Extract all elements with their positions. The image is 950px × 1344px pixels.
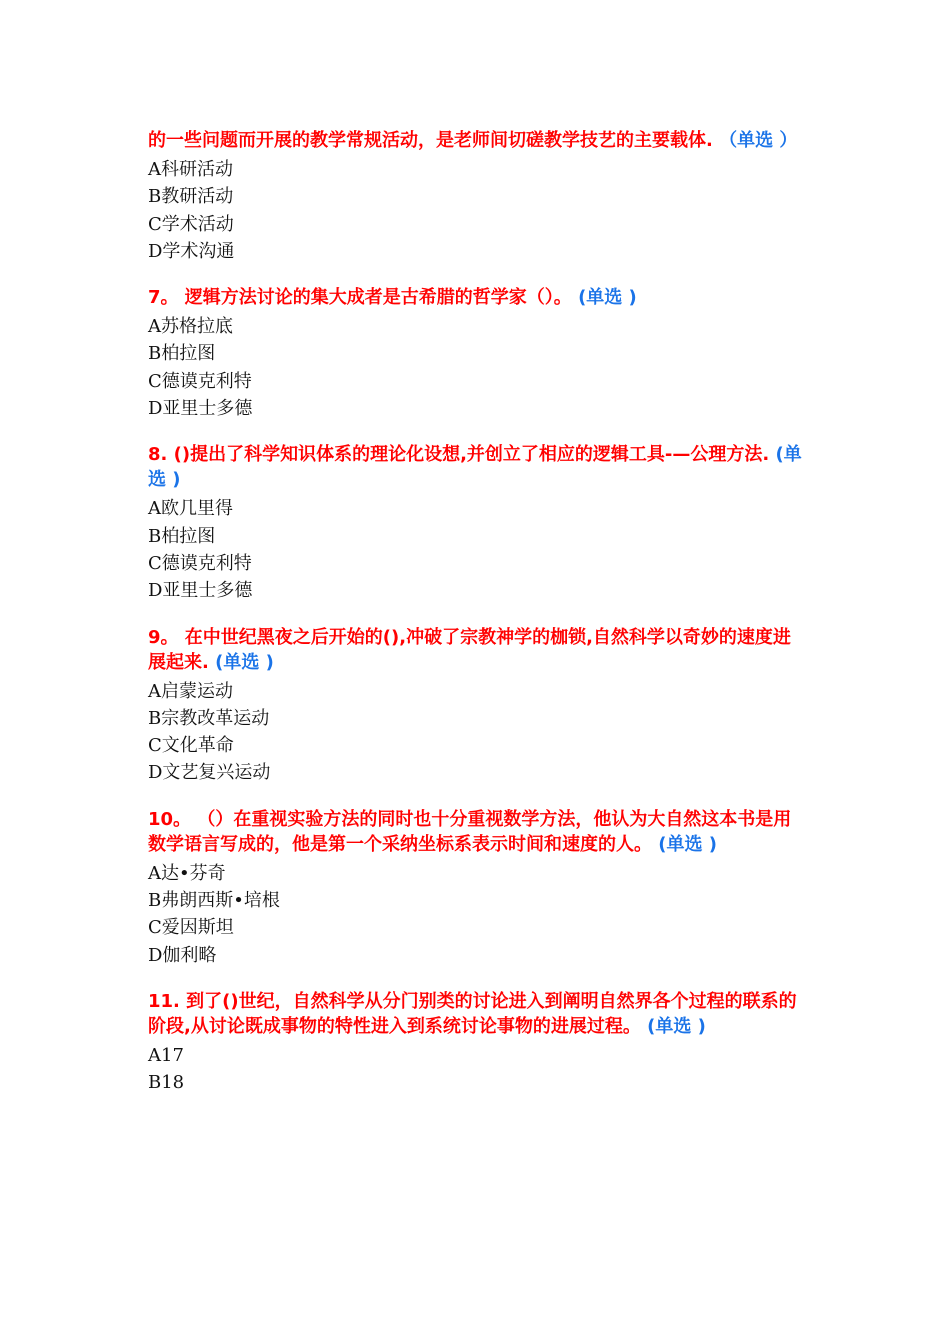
- question-type-label: （单选 ）: [719, 130, 798, 151]
- option-b: B柏拉图: [148, 343, 216, 365]
- option-b: B弗朗西斯•培根: [148, 890, 280, 912]
- option-b: B柏拉图: [148, 525, 216, 547]
- option-b: B18: [148, 1072, 185, 1094]
- question-text: 7。 逻辑方法讨论的集大成者是古希腊的哲学家（）。: [148, 287, 579, 309]
- question-text: 10。 （）在重视实验方法的同时也十分重视数学方法，他认为大自然这本书是用数学语言写成的，他是第一个采纳坐标系表示时间和速度的人。: [148, 808, 792, 855]
- option-a: A17: [148, 1044, 184, 1066]
- question-text: 11. 到了()世纪，自然科学从分门别类的讨论进入到阐明自然界各个过程的联系的阶段,从讨论既成事物的特性进入到系统讨论事物的进展过程。: [148, 990, 797, 1037]
- option-b: B宗教改革运动: [148, 707, 270, 729]
- question-text: 9。 在中世纪黑夜之后开始的(),冲破了宗教神学的枷锁,自然科学以奇妙的速度进展起来.: [148, 626, 791, 673]
- question-type-label: (单选 ): [647, 1015, 706, 1037]
- question-type-label: (单选 ): [215, 651, 274, 673]
- option-a: A苏格拉底: [148, 316, 233, 338]
- option-a: A启蒙运动: [148, 680, 233, 702]
- option-c: C学术活动: [148, 213, 234, 235]
- option-d: D亚里士多德: [148, 580, 253, 602]
- option-c: C文化革命: [148, 735, 234, 757]
- question-type-label: (单选 ): [578, 287, 637, 309]
- question-10: [148, 807, 808, 969]
- question-text: 的一些问题而开展的教学常规活动，是老师间切磋教学技艺的主要载体.: [148, 130, 720, 151]
- option-c: C爱因斯坦: [148, 917, 234, 939]
- question-stem: [148, 807, 808, 857]
- question-type-label: (单选 ): [658, 833, 717, 855]
- question-stem: [148, 128, 808, 153]
- option-b: B教研活动: [148, 186, 234, 208]
- option-d: D伽利略: [148, 944, 217, 966]
- option-d: D亚里士多德: [148, 398, 253, 420]
- option-a: A科研活动: [148, 159, 233, 180]
- question-9: [148, 625, 808, 787]
- question-stem: [148, 989, 808, 1039]
- option-d: D文艺复兴运动: [148, 762, 271, 784]
- question-stem: [148, 442, 808, 492]
- option-a: A欧几里得: [148, 498, 233, 520]
- question-11: [148, 989, 808, 1097]
- question-7: [148, 285, 808, 422]
- option-a: A达•芬奇: [148, 862, 226, 884]
- question-8: [148, 442, 808, 604]
- option-c: C德谟克利特: [148, 552, 252, 574]
- document-page: [148, 128, 808, 1117]
- question-type-label: (单选 ): [148, 444, 802, 491]
- question-text: 8. ()提出了科学知识体系的理论化设想,并创立了相应的逻辑工具-—公理方法.: [148, 444, 776, 466]
- question-stem: [148, 625, 808, 675]
- option-d: D学术沟通: [148, 240, 235, 262]
- option-c: C德谟克利特: [148, 370, 252, 392]
- question-6: [148, 128, 808, 265]
- question-stem: [148, 285, 808, 310]
